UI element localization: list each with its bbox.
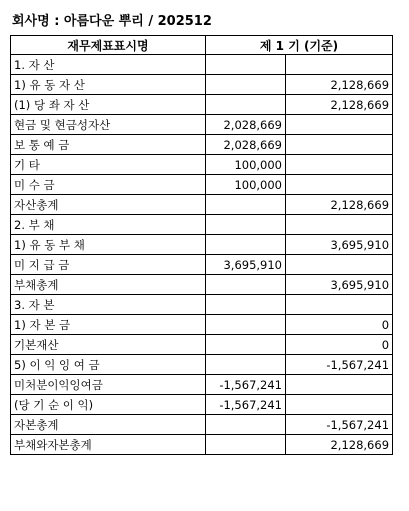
account-name-cell: 미 지 급 금 bbox=[11, 255, 206, 275]
account-name-cell: 기본재산 bbox=[11, 335, 206, 355]
table-row bbox=[11, 255, 393, 275]
sub-amount-cell bbox=[206, 335, 286, 355]
sub-amount-cell: -1,567,241 bbox=[206, 375, 286, 395]
table-row bbox=[11, 335, 393, 355]
account-name-cell: 부채와자본총계 bbox=[11, 435, 206, 455]
account-name-cell: 부채총계 bbox=[11, 275, 206, 295]
sub-amount-cell bbox=[206, 95, 286, 115]
sub-amount-cell bbox=[206, 215, 286, 235]
column-header-account: 재무제표표시명 bbox=[11, 36, 206, 55]
total-amount-cell bbox=[286, 135, 393, 155]
sub-amount-cell bbox=[206, 435, 286, 455]
account-name-cell: 현금 및 현금성자산 bbox=[11, 115, 206, 135]
financial-statement-table bbox=[10, 35, 393, 455]
sub-amount-cell bbox=[206, 195, 286, 215]
account-name-cell: 1) 유 동 부 채 bbox=[11, 235, 206, 255]
table-row bbox=[11, 315, 393, 335]
table-row bbox=[11, 155, 393, 175]
table-row bbox=[11, 275, 393, 295]
total-amount-cell bbox=[286, 115, 393, 135]
account-name-cell: (1) 당 좌 자 산 bbox=[11, 95, 206, 115]
company-title: 회사명 : 아름다운 뿌리 / 202512 bbox=[12, 14, 212, 29]
sub-amount-cell bbox=[206, 415, 286, 435]
table-header-row bbox=[11, 36, 393, 55]
table-row bbox=[11, 75, 393, 95]
total-amount-cell: 2,128,669 bbox=[286, 195, 393, 215]
total-amount-cell bbox=[286, 155, 393, 175]
account-name-cell: (당 기 순 이 익) bbox=[11, 395, 206, 415]
table-row bbox=[11, 295, 393, 315]
total-amount-cell bbox=[286, 255, 393, 275]
sub-amount-cell: -1,567,241 bbox=[206, 395, 286, 415]
sub-amount-cell: 3,695,910 bbox=[206, 255, 286, 275]
total-amount-cell: 2,128,669 bbox=[286, 435, 393, 455]
table-row bbox=[11, 195, 393, 215]
table-row bbox=[11, 175, 393, 195]
table-row bbox=[11, 115, 393, 135]
sub-amount-cell: 100,000 bbox=[206, 155, 286, 175]
account-name-cell: 5) 이 익 잉 여 금 bbox=[11, 355, 206, 375]
sub-amount-cell: 2,028,669 bbox=[206, 115, 286, 135]
table-row bbox=[11, 415, 393, 435]
sub-amount-cell: 2,028,669 bbox=[206, 135, 286, 155]
sub-amount-cell bbox=[206, 315, 286, 335]
account-name-cell: 기 타 bbox=[11, 155, 206, 175]
total-amount-cell: 3,695,910 bbox=[286, 275, 393, 295]
account-name-cell: 1. 자 산 bbox=[11, 55, 206, 75]
account-name-cell: 1) 자 본 금 bbox=[11, 315, 206, 335]
sub-amount-cell bbox=[206, 55, 286, 75]
account-name-cell: 미 수 금 bbox=[11, 175, 206, 195]
total-amount-cell: -1,567,241 bbox=[286, 355, 393, 375]
sub-amount-cell bbox=[206, 275, 286, 295]
total-amount-cell: 0 bbox=[286, 315, 393, 335]
table-row bbox=[11, 375, 393, 395]
account-name-cell: 2. 부 채 bbox=[11, 215, 206, 235]
account-name-cell: 1) 유 동 자 산 bbox=[11, 75, 206, 95]
total-amount-cell bbox=[286, 175, 393, 195]
total-amount-cell bbox=[286, 395, 393, 415]
sub-amount-cell bbox=[206, 235, 286, 255]
sub-amount-cell bbox=[206, 295, 286, 315]
table-row bbox=[11, 135, 393, 155]
sub-amount-cell: 100,000 bbox=[206, 175, 286, 195]
sub-amount-cell bbox=[206, 355, 286, 375]
account-name-cell: 미처분이익잉여금 bbox=[11, 375, 206, 395]
table-row bbox=[11, 435, 393, 455]
table-row bbox=[11, 95, 393, 115]
column-header-period: 제 1 기 (기준) bbox=[206, 36, 393, 55]
total-amount-cell: -1,567,241 bbox=[286, 415, 393, 435]
table-row bbox=[11, 215, 393, 235]
account-name-cell: 보 통 예 금 bbox=[11, 135, 206, 155]
total-amount-cell: 0 bbox=[286, 335, 393, 355]
account-name-cell: 3. 자 본 bbox=[11, 295, 206, 315]
total-amount-cell bbox=[286, 55, 393, 75]
sub-amount-cell bbox=[206, 75, 286, 95]
table-row bbox=[11, 395, 393, 415]
table-row bbox=[11, 235, 393, 255]
total-amount-cell: 2,128,669 bbox=[286, 75, 393, 95]
account-name-cell: 자본총계 bbox=[11, 415, 206, 435]
total-amount-cell bbox=[286, 215, 393, 235]
total-amount-cell: 2,128,669 bbox=[286, 95, 393, 115]
table-row bbox=[11, 355, 393, 375]
account-name-cell: 자산총계 bbox=[11, 195, 206, 215]
table-row bbox=[11, 55, 393, 75]
total-amount-cell bbox=[286, 375, 393, 395]
table-body bbox=[11, 55, 393, 455]
total-amount-cell bbox=[286, 295, 393, 315]
total-amount-cell: 3,695,910 bbox=[286, 235, 393, 255]
